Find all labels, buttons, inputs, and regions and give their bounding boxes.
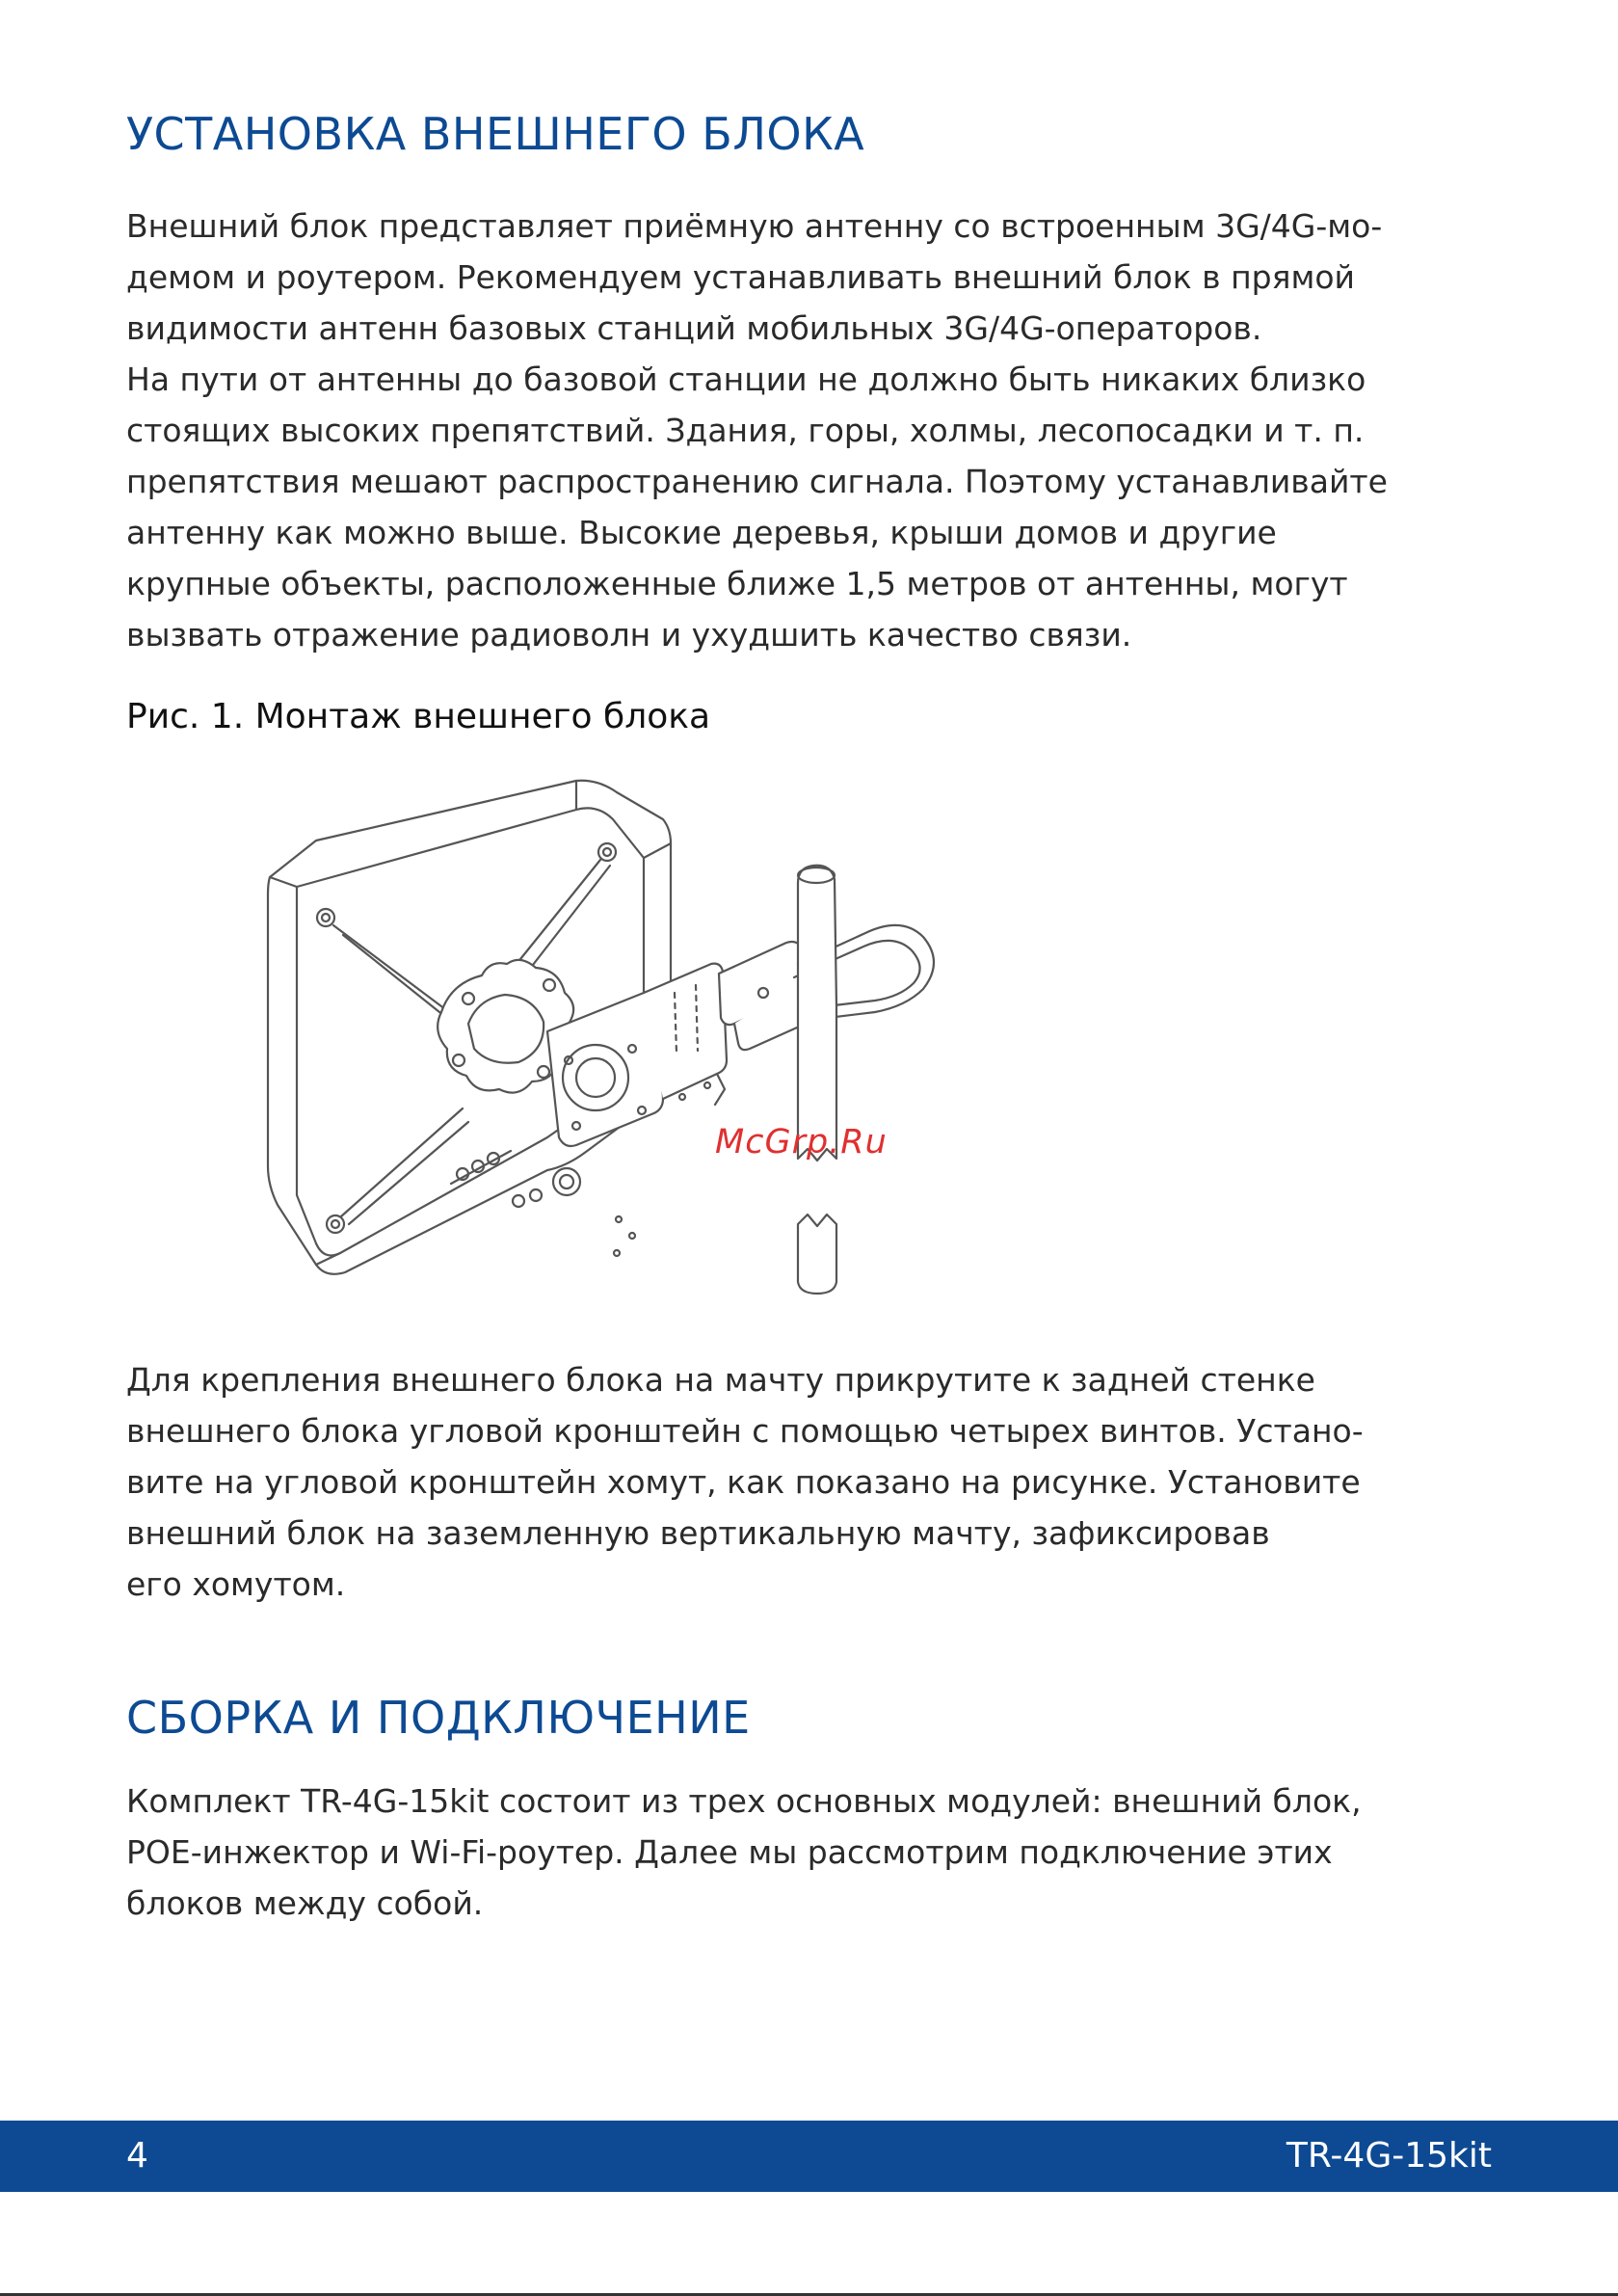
paragraph-line: внешний блок на заземленную вертикальную мачту, зафиксировав bbox=[126, 1514, 1270, 1552]
model-name: TR-4G-15kit bbox=[1286, 2136, 1492, 2176]
paragraph-line: POE-инжектор и Wi-Fi-роутер. Далее мы рассмотрим подключение этих bbox=[126, 1833, 1333, 1871]
paragraph-line: внешнего блока угловой кронштейн с помощью четырех винтов. Устано- bbox=[126, 1412, 1364, 1450]
paragraph-line: препятствия мешают распространению сигнала. Поэтому устанавливайте bbox=[126, 463, 1388, 500]
watermark-text: McGrp.Ru bbox=[715, 1123, 888, 1161]
figure-caption: Рис. 1. Монтаж внешнего блока bbox=[126, 697, 711, 736]
paragraph-line: вызвать отражение радиоволн и ухудшить качество связи. bbox=[126, 616, 1132, 654]
paragraph-line: крупные объекты, расположенные ближе 1,5 метров от антенны, могут bbox=[126, 565, 1348, 602]
installation-paragraph bbox=[126, 200, 1514, 660]
assembly-paragraph bbox=[126, 1775, 1514, 1929]
paragraph-line: Комплект TR-4G-15kit состоит из трех основных модулей: внешний блок, bbox=[126, 1782, 1362, 1820]
page-footer bbox=[0, 2121, 1618, 2192]
paragraph-line: видимости антенн базовых станций мобильных 3G/4G-операторов. bbox=[126, 309, 1262, 347]
section-title-installation: УСТАНОВКА ВНЕШНЕГО БЛОКА bbox=[126, 108, 865, 160]
paragraph-line: его хомутом. bbox=[126, 1565, 346, 1603]
section-title-assembly: СБОРКА И ПОДКЛЮЧЕНИЕ bbox=[126, 1692, 751, 1744]
paragraph-line: Внешний блок представляет приёмную антенну со встроенным 3G/4G-мо- bbox=[126, 207, 1383, 245]
paragraph-line: антенну как можно выше. Высокие деревья, крыши домов и другие bbox=[126, 514, 1277, 551]
page-number: 4 bbox=[126, 2136, 148, 2176]
mounting-paragraph bbox=[126, 1354, 1514, 1610]
paragraph-line: демом и роутером. Рекомендуем устанавливать внешний блок в прямой bbox=[126, 258, 1355, 296]
paragraph-line: вите на угловой кронштейн хомут, как показано на рисунке. Установите bbox=[126, 1463, 1361, 1501]
paragraph-line: блоков между собой. bbox=[126, 1884, 484, 1922]
paragraph-line: На пути от антенны до базовой станции не должно быть никаких близко bbox=[126, 360, 1366, 398]
paragraph-line: стоящих высоких препятствий. Здания, горы, холмы, лесопосадки и т. п. bbox=[126, 412, 1365, 449]
mounting-illustration bbox=[258, 771, 971, 1349]
paragraph-line: Для крепления внешнего блока на мачту прикрутите к задней стенке bbox=[126, 1361, 1315, 1399]
